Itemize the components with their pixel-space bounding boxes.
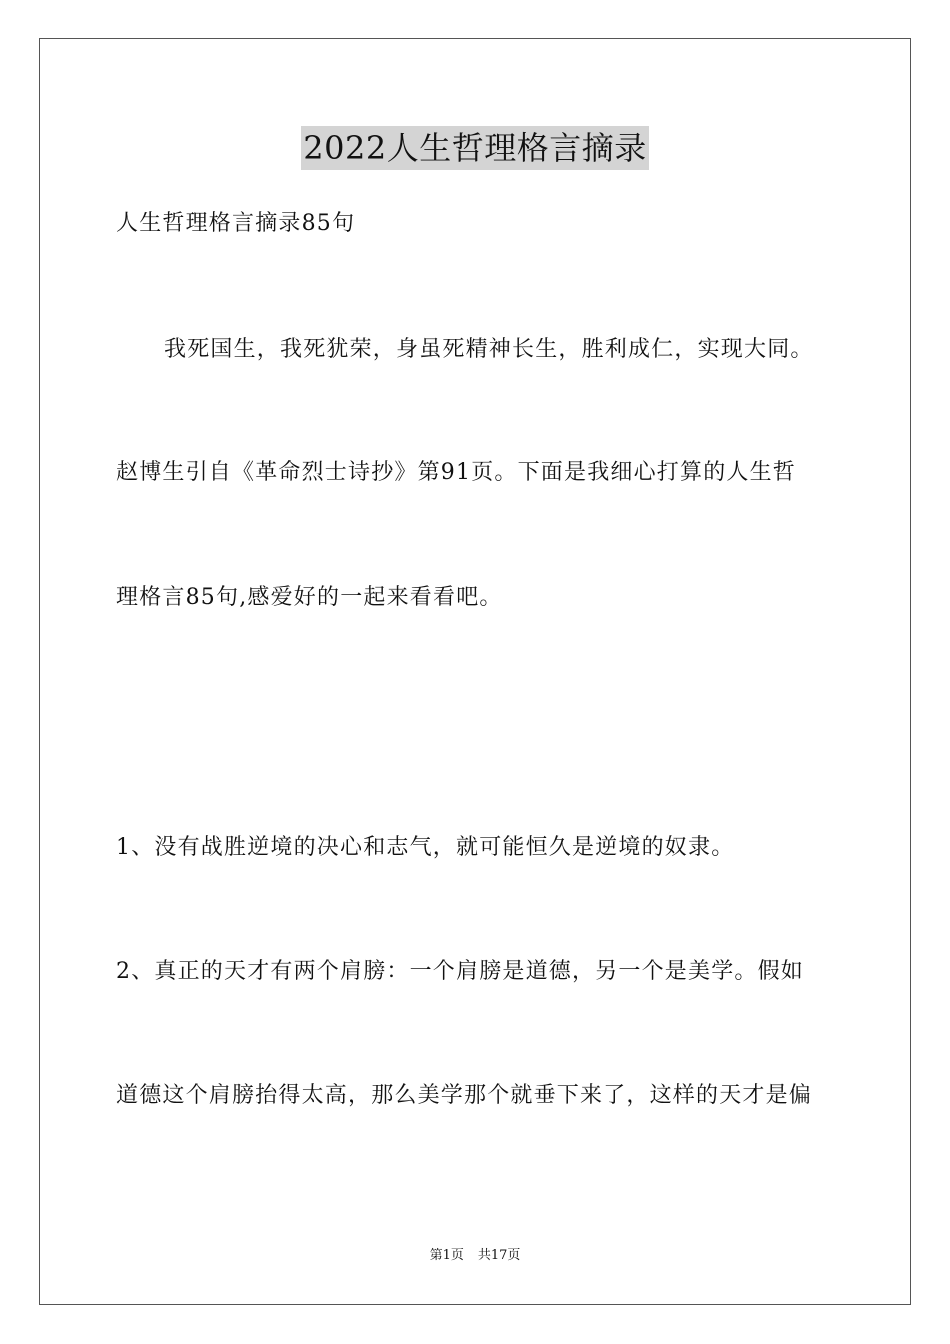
paragraph-line: 赵博生引自《革命烈士诗抄》第91页。下面是我细心打算的人生哲 xyxy=(116,460,796,485)
page-number: 第1页 xyxy=(429,1248,464,1263)
page-footer xyxy=(0,1246,950,1266)
paragraph-line: 1、没有战胜逆境的决心和志气，就可能恒久是逆境的奴隶。 xyxy=(116,835,735,860)
paragraph-line: 我死国生，我死犹荣，身虽死精神长生，胜利成仁，实现大同。 xyxy=(164,337,814,362)
document-subtitle: 人生哲理格言摘录85句 xyxy=(116,211,356,236)
title-container xyxy=(0,126,950,170)
paragraph-line: 道德这个肩膀抬得太高，那么美学那个就垂下来了，这样的天才是偏 xyxy=(116,1083,813,1108)
paragraph-line: 理格言85句,感爱好的一起来看看吧。 xyxy=(116,585,503,610)
document-title: 2022人生哲理格言摘录 xyxy=(301,126,648,170)
paragraph-line: 2、真正的天才有两个肩膀：一个肩膀是道德，另一个是美学。假如 xyxy=(116,959,804,984)
page-total: 共17页 xyxy=(477,1248,521,1263)
